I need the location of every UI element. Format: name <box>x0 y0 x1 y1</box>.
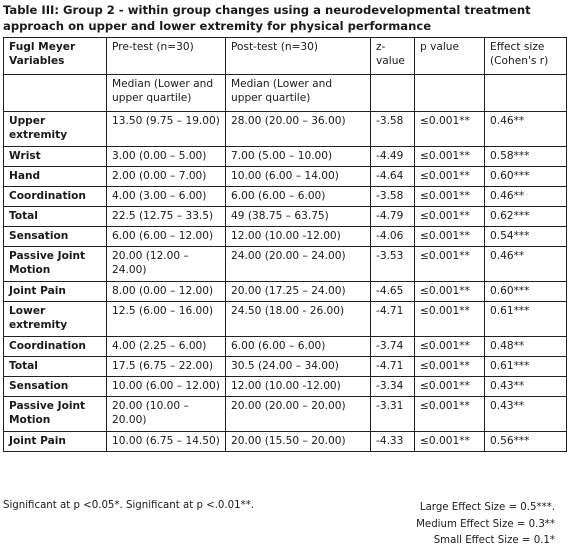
table-row <box>4 112 567 147</box>
header-row <box>4 38 567 75</box>
effect-size-cell: 0.61*** <box>485 302 567 337</box>
pre-test-cell: 12.5 (6.00 – 16.00) <box>107 302 226 337</box>
p-value-cell: ≤0.001** <box>415 357 485 377</box>
z-value-cell: -4.06 <box>371 227 415 247</box>
effect-size-cell: 0.43** <box>485 397 567 432</box>
z-value-cell: -3.74 <box>371 337 415 357</box>
p-value-cell: ≤0.001** <box>415 337 485 357</box>
pre-test-cell: 20.00 (10.00 – 20.00) <box>107 397 226 432</box>
row-label: Total <box>4 207 107 227</box>
row-label: Lower extremity <box>4 302 107 337</box>
table-row <box>4 227 567 247</box>
post-test-cell: 12.00 (10.00 -12.00) <box>226 377 371 397</box>
pre-test-cell: 10.00 (6.75 – 14.50) <box>107 432 226 452</box>
effect-size-cell: 0.48** <box>485 337 567 357</box>
post-test-cell: 20.00 (20.00 – 20.00) <box>226 397 371 432</box>
pre-test-cell: 17.5 (6.75 – 22.00) <box>107 357 226 377</box>
post-test-cell: 6.00 (6.00 – 6.00) <box>226 187 371 207</box>
pre-test-cell: 8.00 (0.00 – 12.00) <box>107 282 226 302</box>
pre-test-cell: 20.00 (12.00 – 24.00) <box>107 247 226 282</box>
subheader-empty <box>4 75 107 112</box>
subheader-post: Median (Lower and upper quartile) <box>226 75 371 112</box>
z-value-cell: -4.71 <box>371 302 415 337</box>
post-test-cell: 30.5 (24.00 – 34.00) <box>226 357 371 377</box>
pre-test-cell: 4.00 (3.00 – 6.00) <box>107 187 226 207</box>
post-test-cell: 10.00 (6.00 – 14.00) <box>226 167 371 187</box>
z-value-cell: -3.31 <box>371 397 415 432</box>
effect-size-legend <box>397 500 555 550</box>
p-value-cell: ≤0.001** <box>415 282 485 302</box>
table-row <box>4 357 567 377</box>
post-test-cell: 6.00 (6.00 – 6.00) <box>226 337 371 357</box>
p-value-cell: ≤0.001** <box>415 397 485 432</box>
z-value-cell: -4.64 <box>371 167 415 187</box>
row-label: Hand <box>4 167 107 187</box>
small-effect-note: Small Effect Size = 0.1* <box>433 535 555 546</box>
effect-size-cell: 0.58*** <box>485 147 567 167</box>
p-value-cell: ≤0.001** <box>415 167 485 187</box>
table-row <box>4 147 567 167</box>
p-value-cell: ≤0.001** <box>415 207 485 227</box>
row-label: Sensation <box>4 377 107 397</box>
z-value-cell: -3.34 <box>371 377 415 397</box>
row-label: Sensation <box>4 227 107 247</box>
effect-size-cell: 0.60*** <box>485 282 567 302</box>
caption-line-1: Table III: Group 2 - within group changes using a neurodevelopmental treatment <box>3 3 531 17</box>
pre-test-cell: 13.50 (9.75 – 19.00) <box>107 112 226 147</box>
table-row <box>4 282 567 302</box>
p-value-cell: ≤0.001** <box>415 187 485 207</box>
pre-test-cell: 4.00 (2.25 – 6.00) <box>107 337 226 357</box>
header-post-test: Post-test (n=30) <box>226 38 371 75</box>
p-value-cell: ≤0.001** <box>415 227 485 247</box>
header-effect-size: Effect size (Cohen's r) <box>485 38 567 75</box>
post-test-cell: 7.00 (5.00 – 10.00) <box>226 147 371 167</box>
header-p-value: p value <box>415 38 485 75</box>
p-value-cell: ≤0.001** <box>415 302 485 337</box>
effect-size-cell: 0.61*** <box>485 357 567 377</box>
z-value-cell: -4.33 <box>371 432 415 452</box>
subheader-empty <box>485 75 567 112</box>
p-value-cell: ≤0.001** <box>415 432 485 452</box>
row-label: Passive Joint Motion <box>4 247 107 282</box>
significance-note: Significant at p <0.05*. Significant at p <.0.01**. <box>3 500 255 511</box>
row-label: Wrist <box>4 147 107 167</box>
z-value-cell: -4.65 <box>371 282 415 302</box>
subheader-pre: Median (Lower and upper quartile) <box>107 75 226 112</box>
post-test-cell: 24.50 (18.00 - 26.00) <box>226 302 371 337</box>
caption-line-2: approach on upper and lower extremity for physical performance <box>3 19 432 33</box>
effect-size-cell: 0.60*** <box>485 167 567 187</box>
post-test-cell: 12.00 (10.00 -12.00) <box>226 227 371 247</box>
medium-effect-note: Medium Effect Size = 0.3** <box>416 518 555 530</box>
header-z-value: z-value <box>371 38 415 75</box>
row-label: Upper extremity <box>4 112 107 147</box>
effect-size-cell: 0.54*** <box>485 227 567 247</box>
table-row <box>4 397 567 432</box>
header-variable: Fugl Meyer Variables <box>4 38 107 75</box>
row-label: Coordination <box>4 187 107 207</box>
effect-size-cell: 0.46** <box>485 112 567 147</box>
z-value-cell: -4.49 <box>371 147 415 167</box>
z-value-cell: -3.58 <box>371 112 415 147</box>
effect-size-cell: 0.62*** <box>485 207 567 227</box>
table-row <box>4 432 567 452</box>
table-row <box>4 207 567 227</box>
effect-size-cell: 0.56*** <box>485 432 567 452</box>
subheader-empty <box>415 75 485 112</box>
row-label: Joint Pain <box>4 432 107 452</box>
p-value-cell: ≤0.001** <box>415 377 485 397</box>
table-row <box>4 377 567 397</box>
z-value-cell: -3.53 <box>371 247 415 282</box>
pre-test-cell: 3.00 (0.00 – 5.00) <box>107 147 226 167</box>
table-caption <box>3 2 563 34</box>
effect-size-cell: 0.46** <box>485 187 567 207</box>
row-label: Coordination <box>4 337 107 357</box>
row-label: Total <box>4 357 107 377</box>
z-value-cell: -4.79 <box>371 207 415 227</box>
post-test-cell: 20.00 (17.25 – 24.00) <box>226 282 371 302</box>
subheader-row <box>4 75 567 112</box>
p-value-cell: ≤0.001** <box>415 112 485 147</box>
row-label: Passive Joint Motion <box>4 397 107 432</box>
post-test-cell: 28.00 (20.00 – 36.00) <box>226 112 371 147</box>
table-row <box>4 167 567 187</box>
pre-test-cell: 2.00 (0.00 – 7.00) <box>107 167 226 187</box>
pre-test-cell: 6.00 (6.00 – 12.00) <box>107 227 226 247</box>
table-row <box>4 302 567 337</box>
results-table <box>3 37 567 452</box>
row-label: Joint Pain <box>4 282 107 302</box>
post-test-cell: 24.00 (20.00 – 24.00) <box>226 247 371 282</box>
effect-size-cell: 0.46** <box>485 247 567 282</box>
large-effect-note: Large Effect Size = 0.5***. <box>419 502 555 513</box>
header-pre-test: Pre-test (n=30) <box>107 38 226 75</box>
p-value-cell: ≤0.001** <box>415 147 485 167</box>
pre-test-cell: 22.5 (12.75 – 33.5) <box>107 207 226 227</box>
z-value-cell: -3.58 <box>371 187 415 207</box>
post-test-cell: 49 (38.75 – 63.75) <box>226 207 371 227</box>
table-row <box>4 337 567 357</box>
table-row <box>4 247 567 282</box>
post-test-cell: 20.00 (15.50 – 20.00) <box>226 432 371 452</box>
p-value-cell: ≤0.001** <box>415 247 485 282</box>
table-row <box>4 187 567 207</box>
effect-size-cell: 0.43** <box>485 377 567 397</box>
pre-test-cell: 10.00 (6.00 – 12.00) <box>107 377 226 397</box>
z-value-cell: -4.71 <box>371 357 415 377</box>
subheader-empty <box>371 75 415 112</box>
